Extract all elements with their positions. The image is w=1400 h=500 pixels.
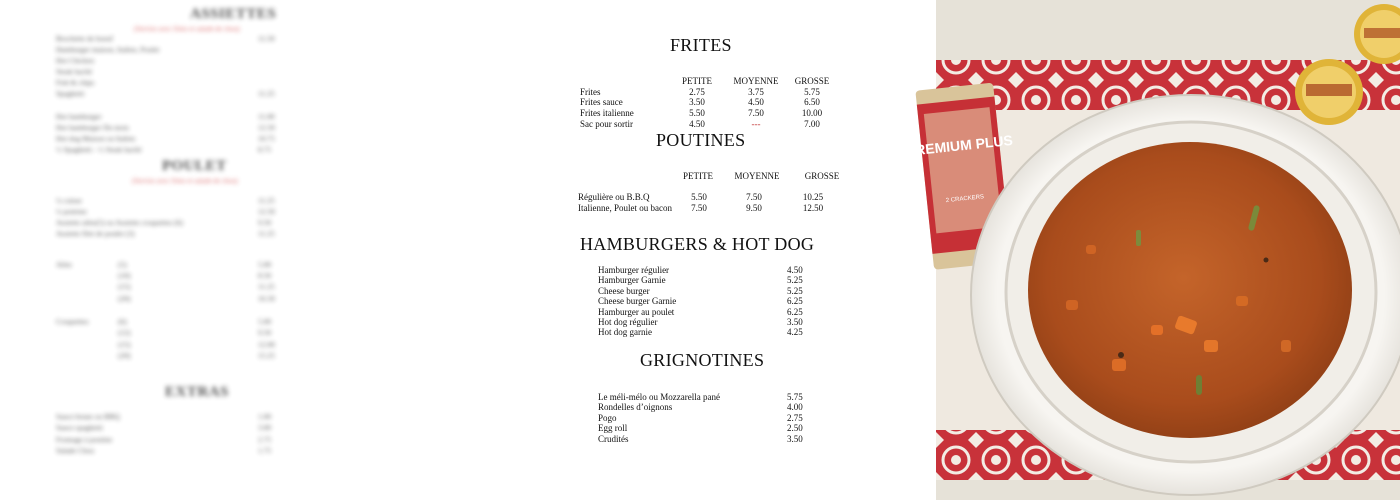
menu-page — [560, 0, 900, 500]
blurred-menu-page — [0, 0, 330, 500]
hamburgers-item-price: 5.25 — [787, 275, 803, 286]
ailes-item-price: 5.00 — [258, 260, 272, 269]
frites-title: FRITES — [670, 35, 732, 55]
poutines-header-moyenne: MOYENNE — [734, 171, 780, 181]
extras-item-price: 1.00 — [258, 412, 272, 421]
hamburgers-title: HAMBURGERS & HOT DOG — [580, 234, 815, 254]
croquettes-label: Croquettes — [56, 317, 89, 326]
assiettes-item-label: Spaghetti — [56, 89, 85, 98]
ailes-label: Ailes — [56, 260, 72, 269]
frites-row-value: 6.50 — [804, 97, 820, 107]
poulet-item-price: 9.50 — [258, 218, 272, 227]
ailes-item-price: 16.50 — [258, 294, 275, 303]
poutines-row-value: 7.50 — [691, 203, 707, 213]
frites-row-value: 7.00 — [804, 119, 820, 129]
poutines-row-value: 5.50 — [691, 192, 707, 202]
extras-item-label: Sauce brune ou BBQ — [56, 412, 120, 421]
croquettes-item-price: 5.00 — [258, 317, 272, 326]
assiettes-item-price: 12.50 — [258, 123, 275, 132]
frites-row-value: --- — [751, 119, 761, 129]
assiettes-note: (Servies avec frites et salade de chou) — [134, 25, 240, 33]
grignotines-item-price: 5.75 — [787, 392, 803, 402]
assiettes-item-label: Hamburger maison, Italien, Poulet — [56, 45, 160, 54]
frites-row-label: Frites italienne — [580, 108, 634, 118]
poulet-item-price: 11.25 — [258, 229, 275, 238]
grignotines-item-label: Pogo — [598, 412, 617, 423]
assiettes-item-price: 11.00 — [258, 112, 275, 121]
frites-header-petite: PETITE — [682, 76, 712, 86]
hamburgers-item-label: Cheese burger Garnie — [598, 296, 677, 307]
soup — [1028, 142, 1352, 438]
extras-item-price: 3.00 — [258, 423, 272, 432]
extras-item-price: 1.75 — [258, 446, 272, 455]
grignotines-item-label: Egg roll — [598, 423, 628, 434]
assiettes-item-price: 11.25 — [258, 89, 275, 98]
frites-row-label: Frites sauce — [580, 97, 623, 107]
assiettes-item-label: Hot dog Maison ou Italien — [56, 134, 136, 143]
hamburgers-item-label: Hot dog garnie — [598, 327, 652, 338]
frites-header-moyenne: MOYENNE — [733, 76, 779, 86]
frites-row-value: 10.00 — [801, 108, 823, 118]
hamburgers-item-price: 6.25 — [787, 296, 803, 307]
assiettes-item-label: Hot hamburger Du mois — [56, 123, 129, 132]
cracker-subtext: 2 CRACKERS — [945, 194, 985, 205]
hamburgers-item-label: Hamburger Garnie — [598, 275, 666, 286]
grignotines-item-price: 2.75 — [787, 412, 803, 423]
hamburgers-item-price: 4.25 — [787, 327, 803, 338]
poulet-item-label: ¼ cuisse — [56, 196, 82, 205]
ailes-item-qty: (15) — [118, 282, 131, 291]
poutines-header-petite: PETITE — [683, 171, 713, 181]
poulet-title: POULET — [162, 158, 227, 174]
frites-row-label: Sac pour sortir — [580, 119, 633, 129]
butter-cup-bottom — [1295, 59, 1363, 125]
frites-row-value: 5.75 — [804, 87, 820, 97]
hamburgers-item-price: 6.25 — [787, 306, 803, 317]
extras-item-price: 2.75 — [258, 435, 272, 444]
frites-header-grosse: GROSSE — [794, 76, 830, 86]
frites-row-value: 4.50 — [689, 119, 705, 129]
soup-photo — [905, 0, 1400, 500]
ailes-item-price: 8.50 — [258, 271, 272, 280]
assiettes-item-price: 10.75 — [258, 134, 275, 143]
assiettes-item-price: 8.75 — [258, 145, 272, 154]
frites-row-value: 4.50 — [748, 97, 764, 107]
croquettes-item-qty: (20) — [118, 351, 131, 360]
ailes-item-price: 11.25 — [258, 282, 275, 291]
poutines-title: POUTINES — [656, 130, 746, 150]
assiettes-item-label: ½ Spaghetti - ½ Steak haché — [56, 145, 142, 154]
cracker-brand-text: PREMIUM PLUS — [905, 131, 1014, 160]
hamburgers-item-price: 5.25 — [787, 285, 803, 296]
assiettes-item-label: Hot hamburger — [56, 112, 102, 121]
croquettes-item-qty: (6) — [118, 317, 127, 326]
assiettes-item-label: Brochette de boeuf — [56, 34, 114, 43]
frites-row-value: 5.50 — [689, 108, 705, 118]
ailes-item-qty: (5) — [118, 260, 127, 269]
extras-item-label: Sauce spaghetti — [56, 423, 103, 432]
poulet-item-label: ¼ poitrine — [56, 207, 87, 216]
ailes-item-qty: (10) — [118, 271, 131, 280]
poulet-item-price: 11.25 — [258, 196, 275, 205]
assiettes-item-label: Steak haché — [56, 67, 93, 76]
hamburgers-item-label: Hamburger régulier — [598, 265, 670, 275]
grignotines-item-price: 3.50 — [787, 433, 803, 444]
poulet-item-label: Assiette filet de poulet (3) — [56, 229, 135, 238]
poulet-item-price: 12.50 — [258, 207, 275, 216]
extras-title: EXTRAS — [165, 384, 229, 400]
croquettes-item-price: 12.00 — [258, 340, 275, 349]
grignotines-item-label: Le méli-mélo ou Mozzarella pané — [598, 392, 720, 402]
poutines-header-grosse: GROSSE — [804, 171, 840, 181]
croquettes-item-price: 9.50 — [258, 328, 272, 337]
grignotines-item-label: Rondelles d’oignons — [598, 402, 673, 413]
frites-row-value: 7.50 — [748, 108, 764, 118]
frites-row-value: 3.75 — [748, 87, 764, 97]
assiettes-item-label: Fish & chips — [56, 78, 95, 87]
grignotines-title: GRIGNOTINES — [640, 350, 765, 370]
croquettes-item-qty: (15) — [118, 340, 131, 349]
hamburgers-item-label: Cheese burger — [598, 285, 650, 296]
assiettes-item-label: Hot Chicken — [56, 56, 95, 65]
frites-row-value: 2.75 — [689, 87, 705, 97]
poulet-note: (Servies avec frites et salade de chou) — [132, 177, 238, 185]
extras-item-label: Salade Chou — [56, 446, 95, 455]
poutines-row-value: 7.50 — [746, 192, 762, 202]
poutines-row-value: 9.50 — [746, 203, 762, 213]
hamburgers-item-label: Hamburger au poulet — [598, 306, 675, 317]
assiettes-item-price: 11.50 — [258, 34, 275, 43]
grignotines-item-label: Crudités — [598, 433, 629, 444]
frites-row-value: 3.50 — [689, 97, 705, 107]
extras-item-label: Fromage à poutine — [56, 435, 113, 444]
hamburgers-item-label: Hot dog régulier — [598, 317, 658, 327]
poutines-row-label: Italienne, Poulet ou bacon — [578, 203, 672, 213]
poutines-row-value: 10.25 — [802, 192, 824, 202]
ailes-item-qty: (20) — [118, 294, 131, 303]
frites-row-label: Frites — [580, 87, 601, 97]
croquettes-item-qty: (12) — [118, 328, 131, 337]
hamburgers-item-price: 4.50 — [787, 265, 803, 275]
croquettes-item-price: 15.25 — [258, 351, 275, 360]
poutines-row-value: 12.50 — [802, 203, 824, 213]
grignotines-item-price: 4.00 — [787, 402, 803, 413]
poulet-item-label: Assiette ailes(5) ou Assiette croquettes (6) — [56, 218, 183, 227]
poutines-row-label: Régulière ou B.B.Q — [578, 192, 650, 202]
assiettes-title: ASSIETTES — [190, 6, 277, 22]
grignotines-item-price: 2.50 — [787, 423, 803, 434]
hamburgers-item-price: 3.50 — [787, 317, 803, 327]
